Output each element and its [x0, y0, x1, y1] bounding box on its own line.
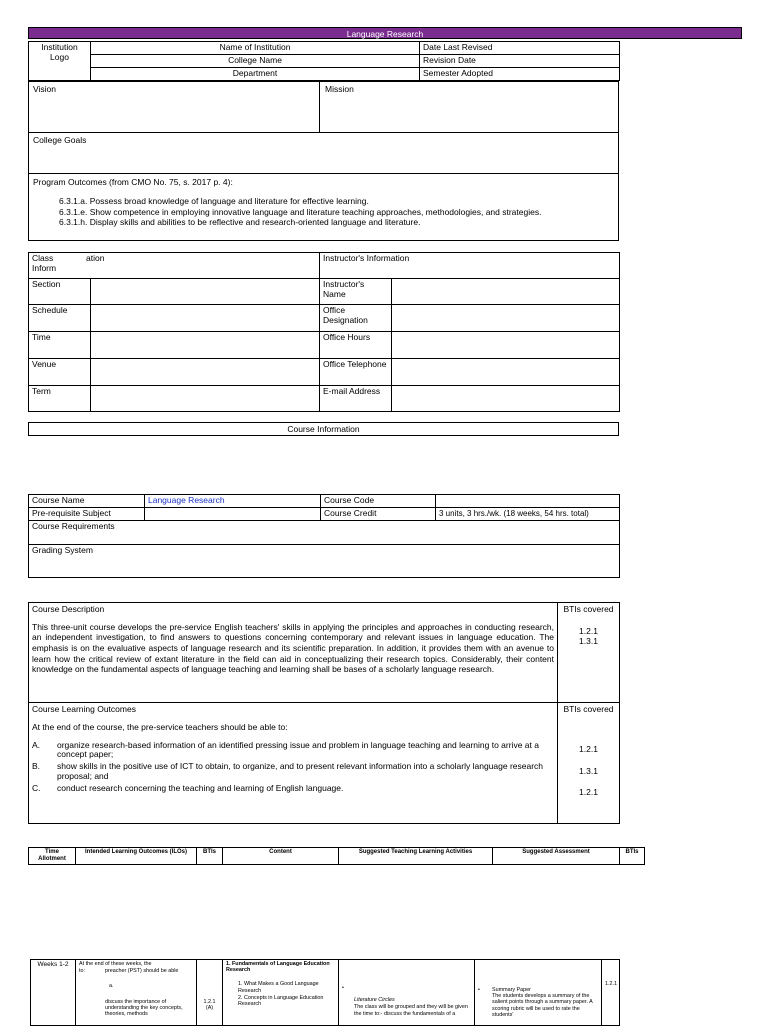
btis-header: BTIs — [197, 848, 223, 865]
page-title: Language Research — [28, 27, 742, 39]
activities-cell: • Literature Circles The class will be grouped and they will be given the time to:- discuss the fundamentals of a — [339, 960, 475, 1026]
weeks-cell: Weeks 1-2 — [31, 960, 76, 1026]
time-allotment-header: Time Allotment — [29, 848, 76, 865]
course-description-table — [28, 602, 620, 824]
content-cell: 1. Fundamentals of Language Education Research 1. What Makes a Good Language Research 2. Concepts in Language Education Research — [223, 960, 339, 1026]
college-name: College Name — [91, 55, 420, 68]
course-information-heading: Course Information — [28, 422, 619, 436]
course-description-text: This three-unit course develops the pre-service English teachers' skills in applying the principles and approaches in conducting research, an independent investigation, to find answers to questions concerning contemporary and relevant issues in language education. The emphasis is on the evaluative aspects of language research and its scientific preparation. In addition, it provides them with an avenue to learn how the critical review of extant literature in the field can aid in conceptualizing their research topics. Considerably, their content knowledge on the fundamental aspects of language teaching and learning shall be bases of a scholarly language research. — [32, 621, 554, 675]
class-information-heading: Class ation Inform — [29, 253, 320, 279]
program-outcome-item: 6.3.1.e. Show competence in employing innovative language and literature teaching approaches, methodologies, and strategies. — [59, 206, 542, 217]
office-telephone-label: Office Telephone — [320, 359, 392, 386]
course-name-value: Language Research — [145, 495, 321, 508]
content-header: Content — [223, 848, 339, 865]
time-label: Time — [29, 332, 91, 359]
mission-label: Mission — [325, 84, 354, 94]
college-goals-box — [28, 132, 619, 174]
semester-adopted: Semester Adopted — [420, 68, 620, 81]
institution-logo: Institution Logo — [29, 42, 91, 81]
btis-covered-heading: BTIs covered — [563, 704, 614, 714]
learning-outcome-item: C. conduct research concerning the teaching and learning of English language. — [32, 782, 344, 793]
assessment-cell: • Summary Paper The students develops a summary of the salient points through a summary paper. A scoring rubric will be used to rate the students' — [475, 960, 602, 1026]
course-credit-label: Course Credit — [321, 508, 436, 521]
office-hours-label: Office Hours — [320, 332, 392, 359]
vision-label: Vision — [33, 84, 56, 94]
office-designation-label: Office Designation — [320, 305, 392, 332]
learning-plan-row — [30, 959, 620, 1026]
department-name: Department — [91, 68, 420, 81]
bti-value: 1.2.1 — [579, 787, 598, 798]
learning-outcome-item: A. organize research-based information of an identified pressing issue and problem in language teaching and learning to arrive at a concept paper; — [32, 739, 539, 760]
bti-cell: 1.2.1 (A) — [197, 960, 223, 1026]
program-outcome-item: 6.3.1.a. Possess broad knowledge of language and literature for effective learning. — [59, 196, 369, 206]
grading-system-label: Grading System — [29, 545, 620, 578]
course-name-label: Course Name — [29, 495, 145, 508]
bti-cell: 1.2.1 — [602, 960, 620, 1026]
header-table — [28, 41, 620, 81]
course-credit-value: 3 units, 3 hrs./wk. (18 weeks, 54 hrs. total) — [436, 508, 620, 521]
schedule-label: Schedule — [29, 305, 91, 332]
course-description-heading: Course Description — [32, 604, 105, 614]
btis-header: BTIs — [620, 848, 645, 865]
prerequisite-label: Pre-requisite Subject — [29, 508, 145, 521]
course-table — [28, 494, 620, 578]
bti-value: 1.3.1 — [579, 765, 598, 776]
institution-name: Name of Institution — [91, 42, 420, 55]
class-info-table — [28, 252, 620, 412]
learning-outcome-item: B. show skills in the positive use of ICT to obtain, to organize, and to present relevant information into a scholarly language research proposal; and — [32, 761, 544, 781]
instructor-name-label: Instructor's Name — [320, 279, 392, 305]
learning-outcomes-heading: Course Learning Outcomes — [32, 704, 136, 714]
ilos-cell: At the end of these weeks, the to: preacher (PST) should be able a. discuss the importance of understanding the key concepts, theories, methods — [76, 960, 197, 1026]
term-label: Term — [29, 386, 91, 412]
venue-label: Venue — [29, 359, 91, 386]
program-outcomes-box — [28, 173, 619, 241]
revision-date: Revision Date — [420, 55, 620, 68]
assessment-header: Suggested Assessment — [493, 848, 620, 865]
program-outcomes-title: Program Outcomes (from CMO No. 75, s. 2017 p. 4): — [33, 177, 233, 187]
program-outcome-item: 6.3.1.h. Display skills and abilities to be reflective and research-oriented language and literature. — [59, 217, 421, 228]
vision-mission-box — [28, 81, 619, 133]
college-goals-label: College Goals — [33, 135, 87, 145]
divider — [319, 82, 320, 132]
instructor-information-heading: Instructor's Information — [320, 253, 620, 279]
bti-value: 1.3.1 — [579, 635, 598, 646]
learning-outcomes-intro: At the end of the course, the pre-service teachers should be able to: — [32, 721, 288, 732]
email-address-label: E-mail Address — [320, 386, 392, 412]
ilos-header: Intended Learning Outcomes (ILOs) — [76, 848, 197, 865]
bti-value: 1.2.1 — [579, 625, 598, 636]
date-last-revised: Date Last Revised — [420, 42, 620, 55]
course-requirements-label: Course Requirements — [29, 521, 620, 545]
section-label: Section — [29, 279, 91, 305]
activities-header: Suggested Teaching Learning Activities — [339, 848, 493, 865]
btis-covered-heading: BTIs covered — [563, 604, 614, 614]
course-code-label: Course Code — [321, 495, 436, 508]
bti-value: 1.2.1 — [579, 743, 598, 754]
learning-plan-header — [28, 847, 645, 865]
